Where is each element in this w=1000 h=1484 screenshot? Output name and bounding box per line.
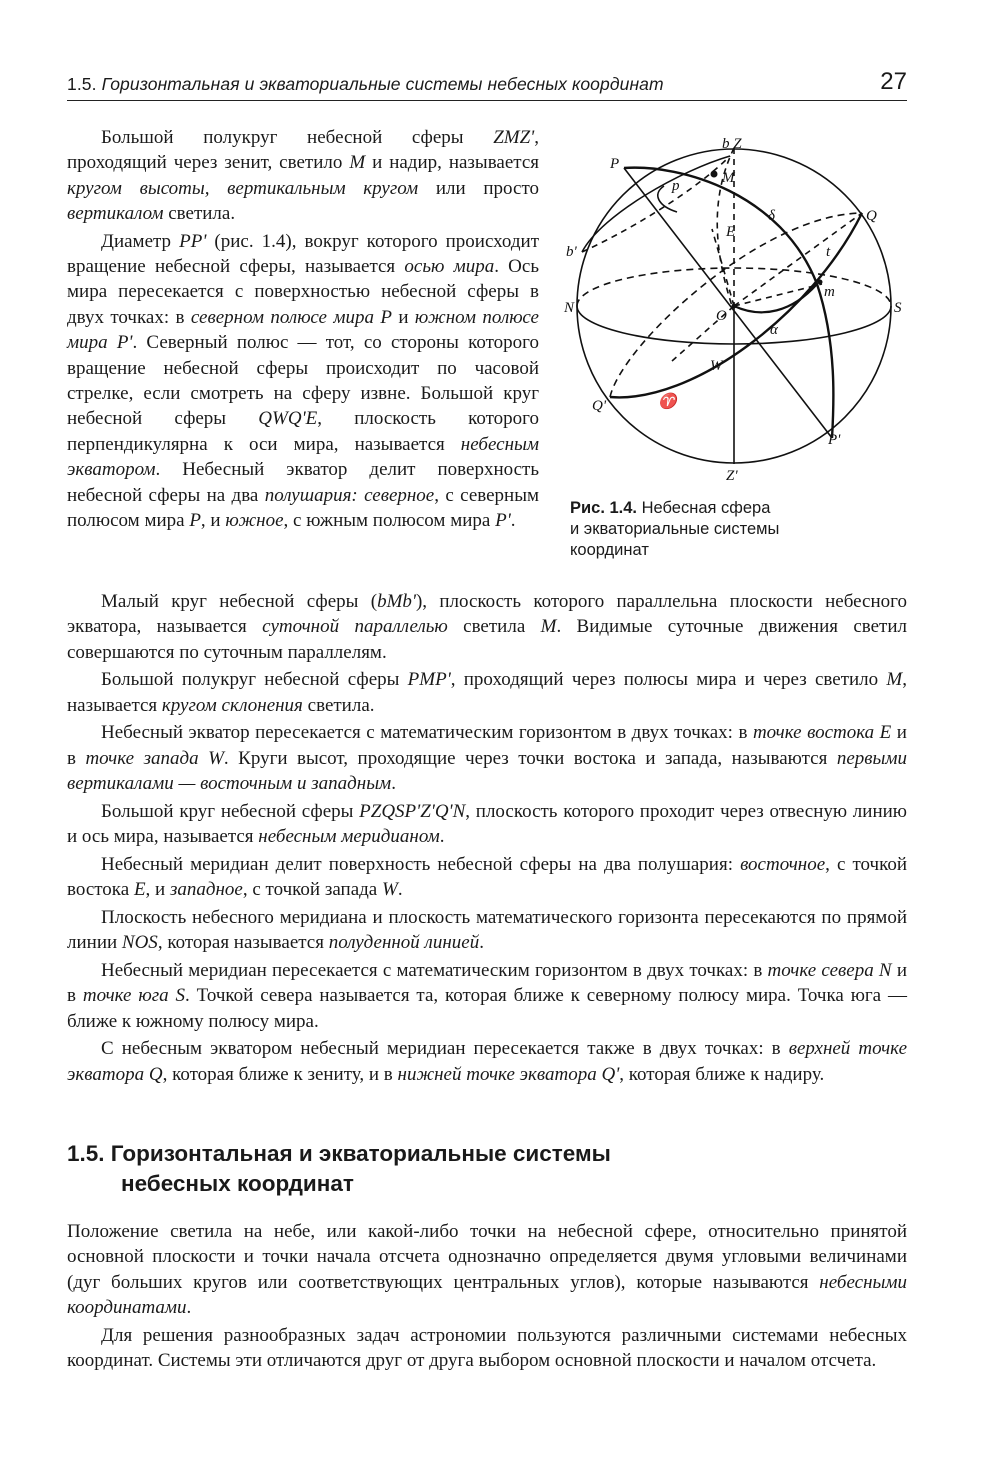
point-m-small (818, 280, 823, 285)
world-axis (624, 168, 832, 438)
page-number: 27 (880, 68, 907, 95)
paragraph-meridian: Большой круг небесной сферы PZQSP'Z'Q'N, плоскость которого проходит через отвесную линию и ось мира, называется небесным меридианом. (67, 800, 907, 848)
label-n: N (564, 300, 575, 316)
paragraph-diurnal-parallel: Малый круг небесной сферы (bMb'), плоскость которого параллельна плоскости небесного экватора, называется суточной параллелью светила M. Видимые суточные движения светил совершаются по суточным параллелям. (67, 591, 908, 663)
paragraph-noon-line: Плоскость небесного меридиана и плоскость математического горизонта пересекаются по прямой линии NOS, которая называется полуденной линией. (67, 906, 907, 954)
label-b-z: b Z (722, 136, 742, 152)
celestial-sphere-diagram (562, 134, 908, 484)
running-section-number: 1.5. (67, 74, 97, 94)
star-point-m (711, 171, 718, 178)
section-number: 1.5. (67, 1141, 105, 1166)
caption-line-1: Небесная сфера (641, 499, 771, 517)
label-b-prime: b' (566, 244, 577, 260)
label-alpha: α (770, 322, 778, 338)
label-p: P (610, 156, 620, 172)
label-aries: ♈ (658, 394, 677, 410)
running-title (67, 74, 664, 95)
paragraph-hemispheres: Небесный меридиан делит поверхность небесной сферы на два полушария: восточное, с точкой востока E, и западное, с точкой запада W. (67, 853, 907, 901)
label-m: M (722, 170, 735, 186)
paragraph-north-south: Небесный меридиан пересекается с математическим горизонтом в двух точках: в точке севера N и в точке юга S. Точкой севера называется та, которая ближе к северному полюсу мира. Точка юга — ближе к южному полюсу мира. (67, 959, 907, 1032)
label-q: Q (866, 208, 877, 224)
label-s: S (894, 300, 902, 316)
figure-caption (570, 498, 870, 561)
paragraph-east-west: Небесный экватор пересекается с математическим горизонтом в двух точках: в точке востока E и в точке запада W. Круги высот, проходящие через точки востока и запада, называются первыми вертикалами — восточным и западным. (67, 722, 907, 795)
paragraph-declination-circle: Большой полукруг небесной сферы PMP', проходящий через полюсы мира и через светило M, называется кругом склонения светила. (67, 669, 907, 716)
caption-line-3: координат (570, 541, 649, 559)
radius-om (734, 284, 822, 306)
label-p-prime: P' (828, 432, 841, 448)
column-text (67, 125, 539, 536)
paragraph-celestial-coordinates: Положение светила на небе, или какой-либо точки на небесной сфере, относительно принятой основной плоскости и точки начала отсчета однозначно определяется двумя угловыми величинами (дуг больших кругов или соответствующих центральных углов), которые называются небесными координатами. (67, 1221, 907, 1319)
alpha-arc (734, 284, 817, 312)
caption-line-2: и экваториальные системы (570, 520, 780, 538)
section-text (67, 1219, 907, 1376)
label-p-small: p (672, 178, 680, 194)
running-title-text: Горизонтальная и экваториальные системы небесных координат (101, 74, 664, 94)
label-delta: δ (768, 208, 775, 224)
running-header (67, 64, 907, 101)
paragraph-world-axis: Диаметр PP' (рис. 1.4), вокруг которого происходит вращение небесной сферы, называется осью мира. Ось мира пересекается с поверхностью небесной сферы в двух точках: в северном полюсе мира P и южном полюсе мира P'. Северный полюс — тот, со стороны которого вращение небесной сферы происходит по часовой стрелке, если смотреть на сферу извне. Большой круг небесной сферы QWQ'E, плоскость которого перпендикулярна к оси мира, называется небесным экватором. Небесный экватор делит поверхность небесной сферы на два полушария: северное, с северным полюсом мира P, и южное, с южным полюсом мира P'. (67, 230, 540, 532)
label-z-prime: Z' (726, 468, 738, 484)
label-o: O (716, 308, 727, 324)
body-text (67, 589, 907, 1089)
label-t: t (826, 244, 831, 260)
paragraph-coordinate-systems: Для решения разнообразных задач астрономии пользуются различными системами небесных координат. Системы эти отличаются друг от друга выбором основной плоскости и началом отсчета. (67, 1324, 907, 1372)
section-heading (67, 1139, 907, 1199)
label-q-prime: Q' (592, 398, 607, 414)
paragraph-equator-points: С небесным экватором небесный меридиан пересекается также в двух точках: в верхней точке экватора Q, которая ближе к зениту, и в нижней точке экватора Q', которая ближе к надиру. (67, 1038, 908, 1085)
label-e: E (726, 224, 736, 240)
caption-label: Рис. 1.4. (570, 499, 638, 517)
center-point-o (732, 304, 737, 309)
label-m-small: m (824, 284, 835, 300)
section-title-line-1: Горизонтальная и экваториальные системы (110, 1141, 611, 1166)
figure-celestial-sphere (562, 134, 908, 574)
label-w: W (710, 358, 723, 374)
paragraph-vertical-circle: Большой полукруг небесной сферы ZMZ', проходящий через зенит, светило M и надир, называется кругом высоты, вертикальным кругом или просто вертикалом светила. (67, 127, 539, 225)
section-title-line-2: небесных координат (121, 1171, 354, 1196)
